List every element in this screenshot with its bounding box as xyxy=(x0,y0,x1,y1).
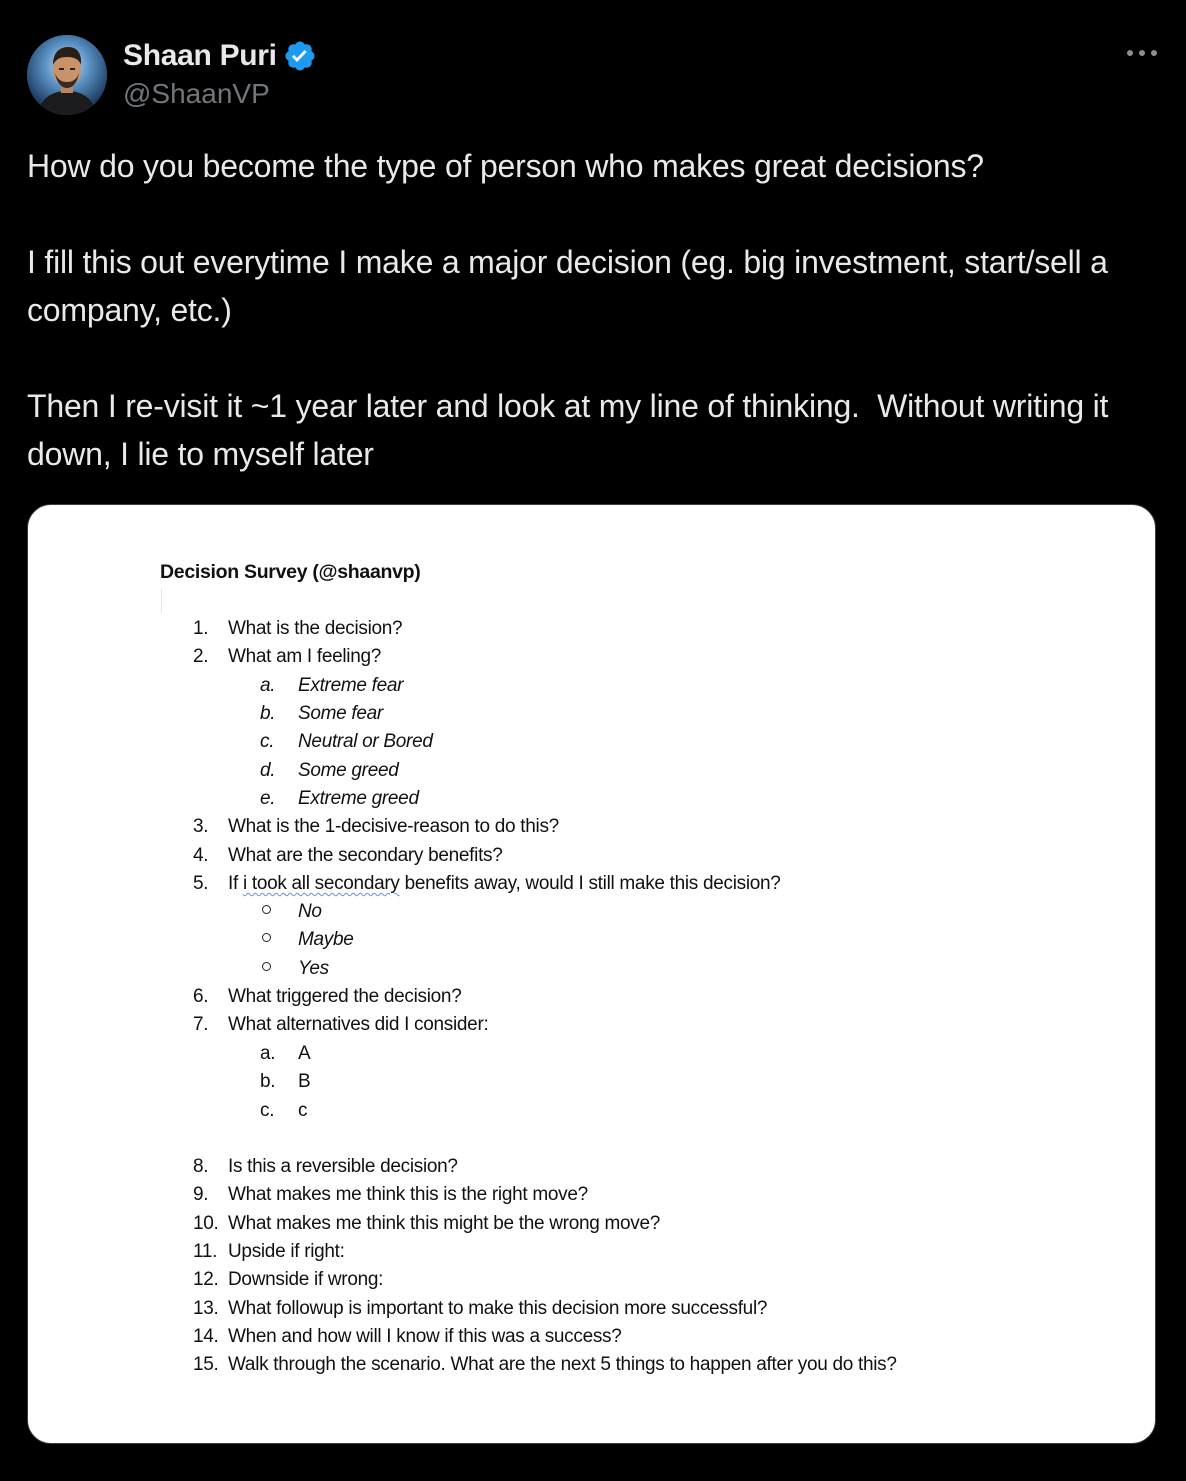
option-text: c xyxy=(298,1100,308,1121)
decision-survey-document xyxy=(28,505,1155,1443)
spellcheck-underlined-text: i took all secondary xyxy=(242,873,400,894)
question-number: 6. xyxy=(193,986,209,1007)
avatar-photo xyxy=(27,35,107,115)
question-number: 4. xyxy=(193,845,209,866)
option-text: Some greed xyxy=(298,760,399,781)
more-options-button[interactable] xyxy=(1122,38,1162,68)
question-text: What alternatives did I consider: xyxy=(228,1014,489,1035)
author-name-row[interactable] xyxy=(123,36,317,76)
question-item xyxy=(178,842,503,870)
option-marker: a. xyxy=(260,675,276,696)
option-marker: c. xyxy=(260,731,275,752)
question-number: 1. xyxy=(193,618,209,639)
option-text: B xyxy=(298,1071,311,1092)
tweet-image[interactable] xyxy=(27,504,1156,1444)
question-item xyxy=(178,643,381,671)
question-text: What triggered the decision? xyxy=(228,986,462,1007)
avatar[interactable] xyxy=(27,35,107,115)
answer-option xyxy=(260,955,329,983)
option-text: A xyxy=(298,1043,311,1064)
question-text: What followup is important to make this decision more successful? xyxy=(228,1298,768,1319)
question-number: 13. xyxy=(193,1298,219,1319)
question-number: 12. xyxy=(193,1269,219,1290)
option-marker: a. xyxy=(260,1043,276,1064)
question-text: What am I feeling? xyxy=(228,646,382,667)
document-title: Decision Survey (@shaanvp) xyxy=(160,561,421,583)
option-text: Maybe xyxy=(298,929,354,950)
feeling-option xyxy=(260,757,399,785)
hollow-bullet-icon xyxy=(260,898,298,926)
option-text: No xyxy=(298,901,322,922)
question-text: What are the secondary benefits? xyxy=(228,845,503,866)
question-item xyxy=(178,1323,622,1351)
more-horizontal-icon xyxy=(1125,48,1159,58)
alternative-option xyxy=(260,1097,307,1125)
question-item xyxy=(178,870,781,898)
tweet-paragraph: Then I re-visit it ~1 year later and look at my line of thinking. Without writing it down, I lie to myself later xyxy=(27,388,1117,472)
question-text-part: If xyxy=(228,873,243,894)
option-text: Some fear xyxy=(298,703,383,724)
hollow-bullet-icon xyxy=(260,926,298,954)
option-marker: c. xyxy=(260,1100,275,1121)
option-marker: e. xyxy=(260,788,276,809)
author-display-name[interactable]: Shaan Puri xyxy=(123,39,277,72)
question-item xyxy=(178,813,559,841)
feeling-option xyxy=(260,700,383,728)
feeling-option xyxy=(260,785,419,813)
question-text: When and how will I know if this was a success? xyxy=(228,1326,622,1347)
option-marker: d. xyxy=(260,760,276,781)
question-number: 14. xyxy=(193,1326,219,1347)
option-marker: b. xyxy=(260,1071,276,1092)
question-item xyxy=(178,1153,458,1181)
question-number: 11. xyxy=(193,1241,218,1262)
feeling-option xyxy=(260,728,433,756)
question-item xyxy=(178,1266,383,1294)
question-number: 5. xyxy=(193,873,209,894)
question-item xyxy=(178,615,402,643)
question-item xyxy=(178,1238,345,1266)
question-number: 7. xyxy=(193,1014,209,1035)
text-cursor xyxy=(161,589,162,613)
option-text: Yes xyxy=(298,958,329,979)
question-text: Upside if right: xyxy=(228,1241,345,1262)
question-text: What makes me think this might be the wrong move? xyxy=(228,1213,660,1234)
question-text xyxy=(228,870,781,898)
option-text: Neutral or Bored xyxy=(298,731,433,752)
question-text-part: benefits away, would I still make this decision? xyxy=(399,873,781,894)
hollow-bullet-icon xyxy=(260,955,298,983)
question-number: 2. xyxy=(193,646,209,667)
question-item xyxy=(178,1011,488,1039)
tweet-paragraph: I fill this out everytime I make a major decision (eg. big investment, start/sell a company, etc.) xyxy=(27,244,1117,328)
question-text: Downside if wrong: xyxy=(228,1269,384,1290)
answer-option xyxy=(260,926,354,954)
question-item xyxy=(178,983,461,1011)
author-handle[interactable]: @ShaanVP xyxy=(123,78,270,109)
option-marker: b. xyxy=(260,703,276,724)
option-text: Extreme fear xyxy=(298,675,404,696)
feeling-option xyxy=(260,672,403,700)
question-item xyxy=(178,1351,897,1379)
tweet-text xyxy=(27,142,1147,478)
verified-badge-icon xyxy=(283,39,317,73)
question-item xyxy=(178,1181,588,1209)
question-text: What makes me think this is the right move? xyxy=(228,1184,588,1205)
question-number: 9. xyxy=(193,1184,209,1205)
question-item xyxy=(178,1210,660,1238)
answer-option xyxy=(260,898,322,926)
question-number: 8. xyxy=(193,1156,209,1177)
option-text: Extreme greed xyxy=(298,788,419,809)
alternative-option xyxy=(260,1068,310,1096)
question-item xyxy=(178,1295,767,1323)
question-number: 10. xyxy=(193,1213,219,1234)
alternative-option xyxy=(260,1040,310,1068)
question-text: Walk through the scenario. What are the next 5 things to happen after you do this? xyxy=(228,1354,897,1375)
question-text: What is the 1-decisive-reason to do this? xyxy=(228,816,559,837)
question-text: What is the decision? xyxy=(228,618,403,639)
question-text: Is this a reversible decision? xyxy=(228,1156,458,1177)
question-number: 3. xyxy=(193,816,209,837)
question-number: 15. xyxy=(193,1354,219,1375)
tweet-paragraph: How do you become the type of person who makes great decisions? xyxy=(27,148,984,184)
